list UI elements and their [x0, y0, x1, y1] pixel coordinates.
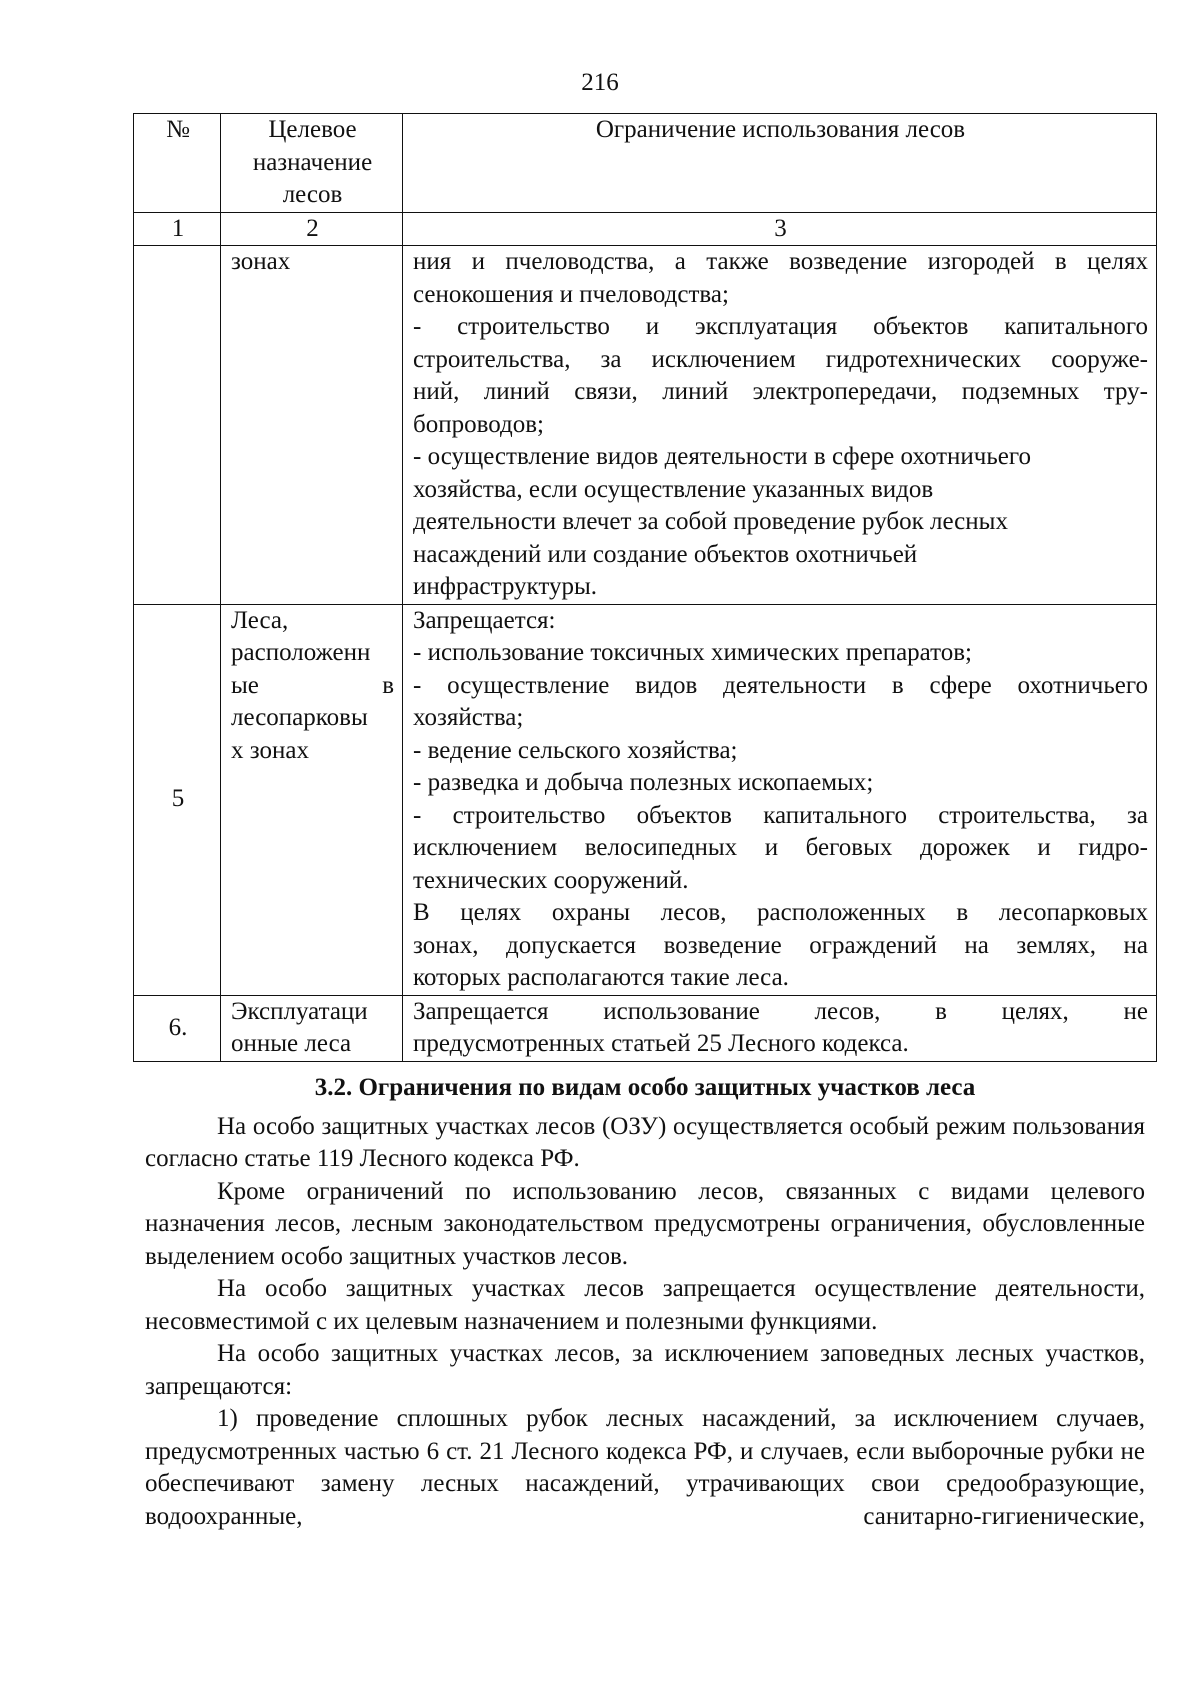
- text-line: хозяйства, если осуществление указанных видов: [413, 475, 934, 503]
- text-line: Запрещается использование лесов, в целях, не: [413, 997, 1148, 1025]
- text-line: ний, линий связи, линий электропередачи, подземных тру-: [413, 378, 1148, 405]
- index-cell: 3: [403, 212, 1157, 246]
- text-line: которых располагаются такие леса.: [413, 964, 789, 991]
- text-line: - разведка и добыча полезных ископаемых;: [413, 769, 874, 796]
- text-line: ые в: [231, 671, 394, 699]
- text-line: Запрещается:: [413, 606, 556, 634]
- row-purpose: зонах: [221, 246, 403, 605]
- text-line: ния и пчеловодства, а также возведение изгородей в целях: [413, 248, 1148, 275]
- text-line: - строительство и эксплуатация объектов капитального: [413, 313, 1148, 340]
- text-line: Леса,: [231, 606, 289, 634]
- text-line: бопроводов;: [413, 410, 544, 438]
- text-line: - использование токсичных химических препаратов;: [413, 639, 972, 666]
- text-line: предусмотренных статьей 25 Лесного кодекса.: [413, 1030, 909, 1057]
- header-purpose: Целевое назначение лесов: [221, 114, 403, 213]
- row-restriction: [403, 995, 1157, 1061]
- text-line: - осуществление видов деятельности в сфере охотничьего: [413, 443, 1032, 470]
- text-line: расположенн: [231, 639, 371, 666]
- page-number: 216: [581, 69, 619, 96]
- row-purpose: [221, 995, 403, 1061]
- text-line: - ведение сельского хозяйства;: [413, 736, 738, 764]
- text-line: - осуществление видов деятельности в сфере охотничьего: [413, 671, 1148, 699]
- paragraph: На особо защитных участках лесов, за исключением заповедных лесных участков, запрещаются:: [145, 1340, 1145, 1400]
- table-index-row: [134, 212, 1157, 246]
- table-row: [134, 995, 1157, 1061]
- row-num: [134, 246, 221, 605]
- text-line: насаждений или создание объектов охотничьей: [413, 540, 918, 568]
- text-line: х зонах: [231, 736, 309, 764]
- text-line: лесопарковы: [231, 704, 368, 731]
- section-body: [145, 1072, 1145, 1533]
- text-line: исключением велосипедных и беговых дорожек и гидро-: [413, 834, 1148, 861]
- text-line: зонах, допускается возведение ограждений на землях, на: [413, 931, 1148, 959]
- row-num: 5: [134, 604, 221, 995]
- text-line: строительства, за исключением гидротехнических сооруже-: [413, 345, 1148, 373]
- paragraph: Кроме ограничений по использованию лесов, связанных с видами целевого назначения лесов, лесным законодательством предусмотрены ограничения, обусловленные выделением особо защитных участков лесов.: [145, 1177, 1145, 1270]
- text-line: Эксплуатаци: [231, 997, 368, 1025]
- paragraph: На особо защитных участках лесов запрещается осуществление деятельности, несовместимой с их целевым назначением и полезными функциями.: [145, 1275, 1145, 1335]
- row-num: 6.: [134, 995, 221, 1061]
- header-num: №: [134, 114, 221, 213]
- paragraph: 1) проведение сплошных рубок лесных насаждений, за исключением случаев, предусмотренных частью 6 ст. 21 Лесного кодекса РФ, и случаев, если выборочные рубки не обеспечивают замену лесных насаждений, утрачивающих свои средообразующие, водоохранные, санитарно-гигиенические,: [145, 1405, 1145, 1530]
- index-cell: 1: [134, 212, 221, 246]
- row-restriction: [403, 604, 1157, 995]
- text-line: В целях охраны лесов, расположенных в лесопарковых: [413, 899, 1148, 926]
- text-line: технических сооружений.: [413, 866, 689, 894]
- text-line: инфраструктуры.: [413, 573, 598, 600]
- restrictions-table: [133, 113, 1157, 1062]
- table-header-row: [134, 114, 1157, 213]
- text-line: сенокошения и пчеловодства;: [413, 280, 729, 308]
- header-restriction: Ограничение использования лесов: [403, 114, 1157, 213]
- section-heading: 3.2. Ограничения по видам особо защитных участков леса: [314, 1074, 976, 1101]
- text-line: онные леса: [231, 1030, 352, 1057]
- index-cell: 2: [221, 212, 403, 246]
- paragraph: На особо защитных участках лесов (ОЗУ) осуществляется особый режим пользования согласно статье 119 Лесного кодекса РФ.: [145, 1112, 1145, 1172]
- text-line: хозяйства;: [413, 704, 524, 731]
- table-row: [134, 604, 1157, 995]
- row-restriction: [403, 246, 1157, 605]
- table-row: [134, 246, 1157, 605]
- text-line: - строительство объектов капитального строительства, за: [413, 801, 1148, 829]
- text-line: деятельности влечет за собой проведение рубок лесных: [413, 508, 1008, 535]
- row-purpose: [221, 604, 403, 995]
